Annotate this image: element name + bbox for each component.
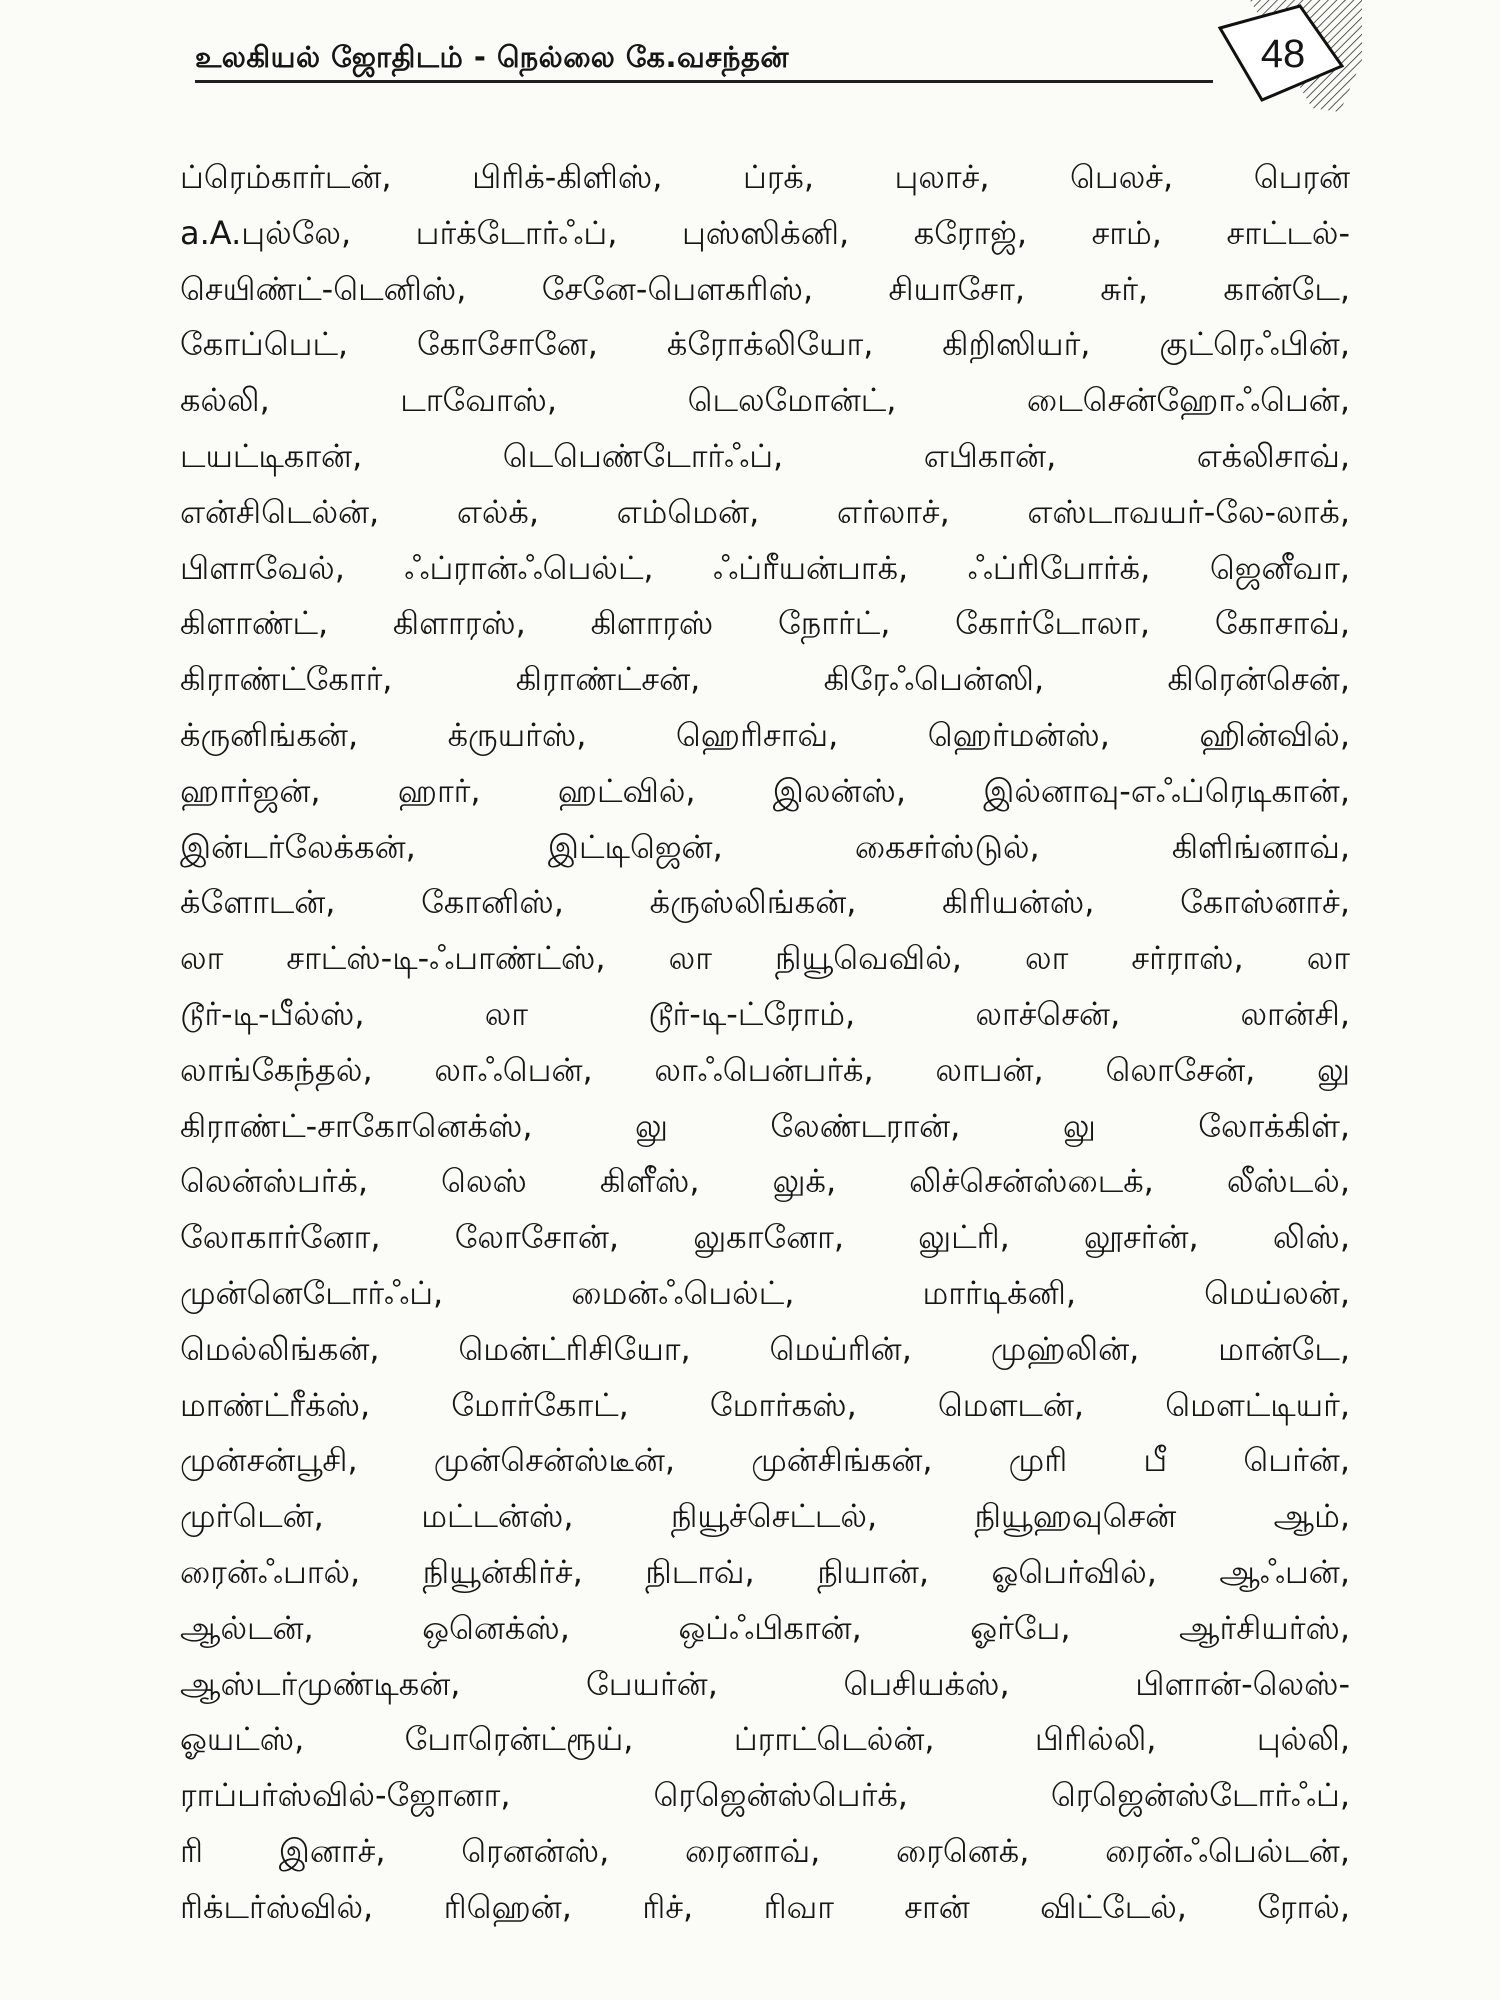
text-line: இன்டர்லேக்கன், இட்டிஜென், கைசர்ஸ்டுல், கிளிங்னாவ், — [180, 827, 1350, 866]
running-header — [195, 36, 1215, 86]
text-line: ஹார்ஜன், ஹார், ஹட்வில், இலன்ஸ், இல்னாவு-எஃப்ரெடிகான், — [180, 771, 1350, 810]
text-line: லோகார்னோ, லோசோன், லுகானோ, லுட்ரி, லூசர்ன், லிஸ், — [180, 1218, 1350, 1257]
text-line: கோப்பெட், கோசோனே, க்ரோக்லியோ, கிறிஸியர், குட்ரெஃபின், — [180, 325, 1350, 364]
text-line: க்ளோடன், கோனிஸ், க்ருஸ்லிங்கன், கிரியன்ஸ், கோஸ்னாச், — [180, 883, 1350, 922]
place-name-list — [180, 150, 1350, 1936]
text-line: கிளாண்ட், கிளாரஸ், கிளாரஸ் நோர்ட், கோர்டோலா, கோசாவ், — [180, 604, 1350, 643]
text-line: மாண்ட்ரீக்ஸ், மோர்கோட், மோர்கஸ், மௌடன், மௌட்டியர், — [180, 1385, 1350, 1424]
text-line: முன்னெடோர்ஃப், மைன்ஃபெல்ட், மார்டிக்னி, மெய்லன், — [180, 1273, 1350, 1312]
text-line: முர்டென், மட்டன்ஸ், நியூச்செட்டல், நியூஹவுசென் ஆம், — [180, 1497, 1350, 1536]
text-line: லாங்கேந்தல், லாஃபென், லாஃபென்பர்க், லாபன், லொசேன், லு — [180, 1050, 1350, 1089]
text-line: செயிண்ட்-டெனிஸ், சேனே-பௌகரிஸ், சியாசோ, சுர், கான்டே, — [180, 269, 1350, 308]
text-line: ரைன்ஃபால், நியூன்கிர்ச், நிடாவ், நியான், ஓபெர்வில், ஆஃபன், — [180, 1552, 1350, 1591]
text-line: கல்லி, டாவோஸ், டெலமோன்ட், டைசென்ஹோஃபென், — [180, 381, 1350, 420]
header-rule — [195, 80, 1213, 83]
page-number: 48 — [1260, 32, 1306, 76]
text-line: க்ருனிங்கன், க்ருயர்ஸ், ஹெரிசாவ், ஹெர்மன்ஸ், ஹின்வில், — [180, 715, 1350, 754]
text-line: பிளாவேல், ஃப்ரான்ஃபெல்ட், ஃப்ரீயன்பாக், ஃப்ரிபோர்க், ஜெனீவா, — [180, 548, 1350, 587]
text-line: லென்ஸ்பர்க், லெஸ் கிளீஸ், லுக், லிச்சென்ஸ்டைக், லீஸ்டல், — [180, 1162, 1350, 1201]
text-line: ஆல்டன், ஒனெக்ஸ், ஒப்ஃபிகான், ஓர்பே, ஆர்சியர்ஸ், — [180, 1608, 1350, 1647]
text-line: ஆஸ்டர்முண்டிகன், பேயர்ன், பெசியக்ஸ், பிளான்-லெஸ்- — [180, 1664, 1350, 1703]
text-line: முன்சன்பூசி, முன்சென்ஸ்டீன், முன்சிங்கன், முரி பீ பெர்ன், — [180, 1441, 1350, 1480]
text-line: a.A.புல்லே, பர்க்டோர்ஃப், புஸ்ஸிக்னி, கரோஜ், சாம், சாட்டல்- — [180, 213, 1350, 252]
text-line: கிராண்ட்-சாகோனெக்ஸ், லு லேண்டரான், லு லோக்கிள், — [180, 1106, 1350, 1145]
text-line: ஓயட்ஸ், போரென்ட்ரூய், ப்ராட்டெல்ன், பிரில்லி, புல்லி, — [180, 1720, 1350, 1759]
text-line: ரிக்டர்ஸ்வில், ரிஹென், ரிச், ரிவா சான் விட்டேல், ரோல், — [180, 1887, 1350, 1926]
text-line: மெல்லிங்கன், மென்ட்ரிசியோ, மெய்ரின், முஹ்லின், மான்டே, — [180, 1329, 1350, 1368]
text-line: ப்ரெம்கார்டன், பிரிக்-கிளிஸ், ப்ரக், புலாச், பெலச், பெரன் — [180, 158, 1350, 196]
text-line: டயட்டிகான், டெபெண்டோர்ஃப், எபிகான், எக்லிசாவ், — [180, 436, 1350, 475]
text-line: என்சிடெல்ன், எல்க், எம்மென், எர்லாச், எஸ்டாவயர்-லே-லாக், — [180, 492, 1350, 531]
text-line: ரி இனாச், ரெனன்ஸ், ரைனாவ், ரைனெக், ரைன்ஃபெல்டன், — [180, 1831, 1350, 1870]
text-line: டூர்-டி-பீல்ஸ், லா டூர்-டி-ட்ரோம், லாச்சென், லான்சி, — [180, 994, 1350, 1033]
text-line: ராப்பர்ஸ்வில்-ஜோனா, ரெஜென்ஸ்பெர்க், ரெஜென்ஸ்டோர்ஃப், — [180, 1776, 1350, 1815]
text-line: லா சாட்ஸ்-டி-ஃபாண்ட்ஸ், லா நியூவெவில், லா சர்ராஸ், லா — [180, 939, 1350, 978]
header-title: உலகியல் ஜோதிடம் - நெல்லை கே.வசந்தன் — [195, 40, 789, 74]
text-line: கிராண்ட்கோர், கிராண்ட்சன், கிரேஃபென்ஸி, கிரென்சென், — [180, 660, 1350, 699]
